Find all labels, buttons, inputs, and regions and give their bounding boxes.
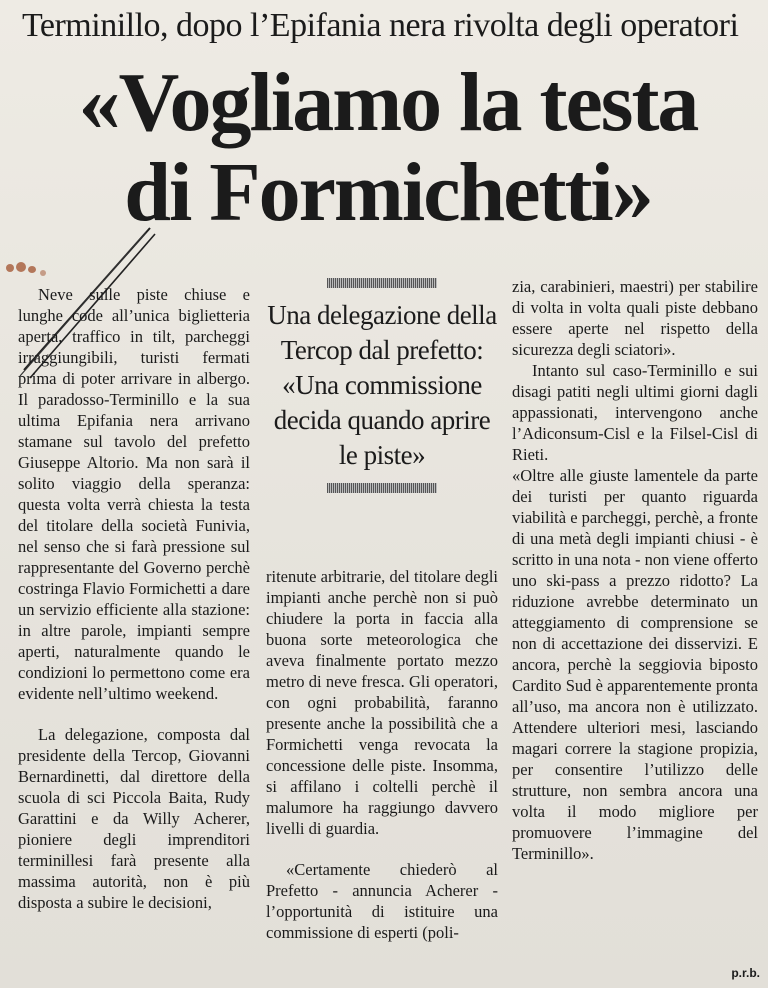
article-column-1: [18, 284, 250, 913]
ink-stain: [4, 260, 64, 280]
column-1-paragraph-1: Neve sulle piste chiuse e lunghe code all’unica biglietteria aperta, traffico in tilt, parcheggi irraggiungibili, turisti fermati prima di poter arrivare in albergo. Il paradosso-Terminillo e la sua ultima Epifania nera arrivano stamane sul tavolo del prefetto Giuseppe Altorio. Ma non sarà il solito viaggio della speranza: questa volta verrà chiesta la testa del titolare della società Funivia, nel senso che si farà pressione sul rappresentante del Governo perchè costringa Flavio Formichetti a dare un servizio efficiente alla stazione: in altre parole, impianti sempre aperti, naturalmente quando le condizioni lo permettono come era evidente nell’ultimo weekend.: [18, 285, 250, 703]
headline-line-2: di Formichetti»: [124, 146, 652, 239]
author-signature: p.r.b.: [731, 966, 760, 980]
deck-rule-bottom: [327, 483, 437, 493]
column-1-paragraph-2: La delegazione, composta dal presidente della Tercop, Giovanni Bernardinetti, dal direttore della scuola di sci Piccola Baita, Rudy Garattini e da Willy Acherer, pioniere degli imprenditori terminillesi farà presente alla massima autorità, non è più disposta a subire le decisioni,: [18, 725, 250, 912]
column-3-paragraph-1: zia, carabinieri, maestri) per stabilire di volta in volta quali piste debbano essere aperte nel rispetto della sicurezza degli sciatori».: [512, 277, 758, 359]
column-2-paragraph-1: ritenute arbitrarie, del titolare degli impianti anche perchè non si può chiudere la porta in faccia alla buona sorte meteorologica che aveva finalmente portato mezzo metro di neve fresca. Gli operatori, con ogni probabilità, faranno presente anche la possibilità che a Formichetti venga revocata la concessione delle piste. Insomma, si affilano i coltelli perchè il malumore ha raggiungo davvero livelli di guardia.: [266, 567, 498, 838]
headline-line-1: «Vogliamo la testa: [78, 56, 698, 149]
column-3-paragraph-2: Intanto sul caso-Terminillo e sui disagi patiti negli ultimi giorni dagli appassionati, intervengono anche l’Adiconsum-Cisl e la Filsel-Cisl di Rieti.: [512, 361, 758, 464]
sidebar-deck: Una delegazione della Tercop dal prefetto: «Una commissione decida quando aprire le piste»: [267, 300, 497, 470]
column-3-paragraph-3: «Oltre alle giuste lamentele da parte dei turisti per quanto riguarda viabilità e parcheggi, perchè, a fronte di una metà degli impianti chiusi - è scritto in una nota - non viene offerto uno ski-pass a prezzo ridotto? La riduzione avrebbe determinato un atteggiamento di comprensione se non di accettazione dei disservizi. E ancora, perchè la seggiovia biposto Cardito Sud è apparentemente pronta all’uso, ma ancora non è utilizzato. Attendere ulteriori mesi, lasciando magari correre la stagione propizia, per consentire l’utilizzo delle strutture, non sembra ancora una volta il modo migliore per promuovere l’immagine del Terminillo».: [512, 466, 759, 863]
sidebar-deck-box: [266, 276, 498, 542]
kicker-headline: Terminillo, dopo l’Epifania nera rivolta degli operatori: [22, 7, 739, 44]
main-headline: [18, 58, 758, 238]
deck-rule-top: [327, 278, 437, 288]
article-column-3: [512, 276, 758, 864]
column-2-paragraph-2: «Certamente chiederò al Prefetto - annuncia Acherer - l’opportunità di istituire una commissione di esperti (poli-: [266, 860, 498, 942]
article-column-2: [266, 566, 498, 943]
